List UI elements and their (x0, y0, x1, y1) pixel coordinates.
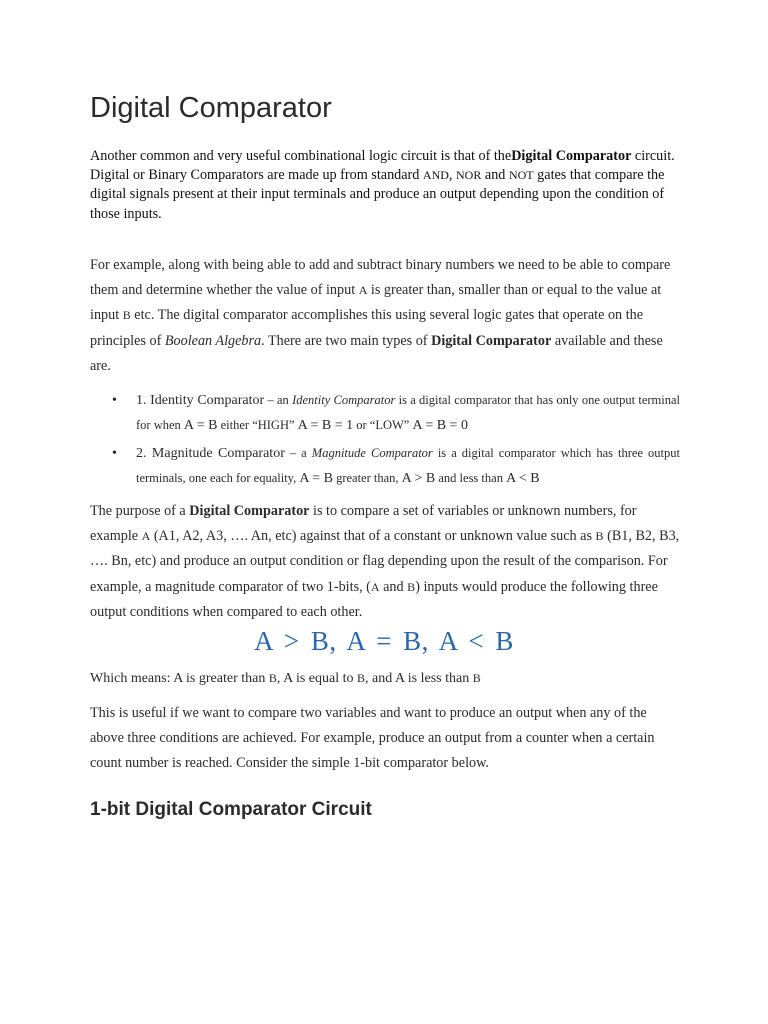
intro-text: Another common and very useful combinational logic circuit is that of the (90, 148, 512, 164)
boolean-algebra-term: Boolean Algebra (164, 332, 262, 349)
paragraph-text: The purpose of a (90, 503, 190, 519)
example-paragraph (90, 253, 682, 379)
means-text: is greater than (182, 671, 269, 686)
paragraph-text: etc. The digital comparator accomplishes this using several logic gates that operate on the principles of (90, 307, 644, 349)
variable-b: B (472, 671, 481, 685)
bullet-lead: 2. Magnitude Comparator (136, 446, 285, 461)
means-text: , (276, 671, 284, 686)
variable-b: B (122, 308, 131, 323)
bullet-text: greater than, (332, 471, 402, 485)
means-text: Which means: (90, 671, 174, 686)
bullet-icon: • (112, 393, 117, 408)
equation: A = B (183, 418, 218, 433)
means-text: is equal to (292, 671, 357, 686)
bullet-text: – an (264, 393, 293, 407)
equation: A = B = 0 (412, 418, 468, 433)
intro-text: and (481, 167, 509, 184)
gate-not: NOT (508, 168, 534, 183)
variable-a: A (141, 529, 151, 544)
means-text: , and (365, 671, 395, 686)
bullet-term: Identity Comparator (292, 393, 396, 407)
variable-a: A (173, 671, 183, 686)
intro-term-digital-comparator: Digital Comparator (511, 148, 632, 164)
paragraph-text: . There are two main types of (261, 332, 432, 349)
list-item-identity-comparator (90, 388, 680, 438)
usefulness-paragraph: This is useful if we want to compare two variables and want to produce an output when any of the above three conditions are achieved. For example, produce an output from a counter when a certain count number is reached. Consider the simple 1-bit comparator below. (90, 705, 655, 772)
list-item-magnitude-comparator (90, 441, 680, 491)
gate-nor: NOR (456, 168, 482, 183)
bullet-text: either “HIGH” (217, 418, 298, 432)
variable-a: A (283, 671, 293, 686)
variable-b: B (356, 671, 365, 685)
bullet-text: or “LOW” (353, 418, 413, 432)
paragraph-text: available and these are. (90, 332, 663, 374)
bullet-text: is a digital comparator that has only one output terminal for when (136, 393, 680, 432)
variable-b: B (268, 671, 277, 685)
equation: A > B (401, 471, 436, 486)
paragraph-text: (B1, B2, B3, …. Bn, etc) and produce an output condition or flag depending upon the result of the comparison. For example, a magnitude comparator of two 1-bits, ( (90, 528, 680, 595)
paragraph-text: and (379, 578, 408, 595)
paragraph-text: For example, along with being able to add and subtract binary numbers we need to be able to compare them and determine whether the value of input (90, 257, 671, 299)
bullet-text: is a digital comparator which has three output terminals, one each for equality, (136, 446, 680, 485)
paragraph-text: ) inputs would produce the following three output conditions when compared to each other. (90, 578, 658, 620)
intro-text: , (448, 167, 457, 184)
intro-text: circuit. Digital or Binary Comparators are made up from standard (90, 148, 675, 184)
bullet-text: and less than (435, 471, 507, 485)
means-text: is less than (404, 671, 473, 686)
intro-paragraph (90, 147, 680, 224)
equation: A = B = 1 (297, 418, 354, 433)
purpose-paragraph (90, 499, 682, 625)
variable-a: A (394, 671, 405, 686)
bullet-text: – a (284, 446, 312, 460)
variable-b: B (595, 529, 604, 544)
bullet-icon: • (112, 446, 117, 461)
term-digital-comparator: Digital Comparator (431, 332, 552, 349)
bullet-term: Magnitude Comparator (311, 446, 433, 460)
gate-and: AND (422, 168, 449, 183)
paragraph-text: (A1, A2, A3, …. An, etc) against that of a constant or unknown value such as (150, 528, 596, 545)
intro-text: gates that compare the digital signals present at their input terminals and produce an output depending upon the condition of those inputs. (90, 167, 665, 222)
variable-a: A (358, 283, 368, 298)
equation: A < B (506, 471, 540, 486)
term-digital-comparator: Digital Comparator (189, 503, 310, 519)
comparator-types-list (90, 388, 680, 494)
paragraph-text: is greater than, smaller than or equal to the value at input (90, 282, 662, 324)
variable-a: A (370, 579, 380, 594)
comparison-formula: A > B, A = B, A < B (254, 626, 514, 656)
equation: A = B (299, 471, 333, 486)
variable-b: B (407, 579, 416, 594)
bullet-lead: 1. Identity Comparator (136, 393, 265, 408)
paragraph-text: is to compare a set of variables or unknown numbers, for example (90, 503, 637, 545)
section-heading: 1-bit Digital Comparator Circuit (90, 799, 372, 820)
means-line (90, 668, 481, 689)
page-title: Digital Comparator (90, 92, 332, 124)
